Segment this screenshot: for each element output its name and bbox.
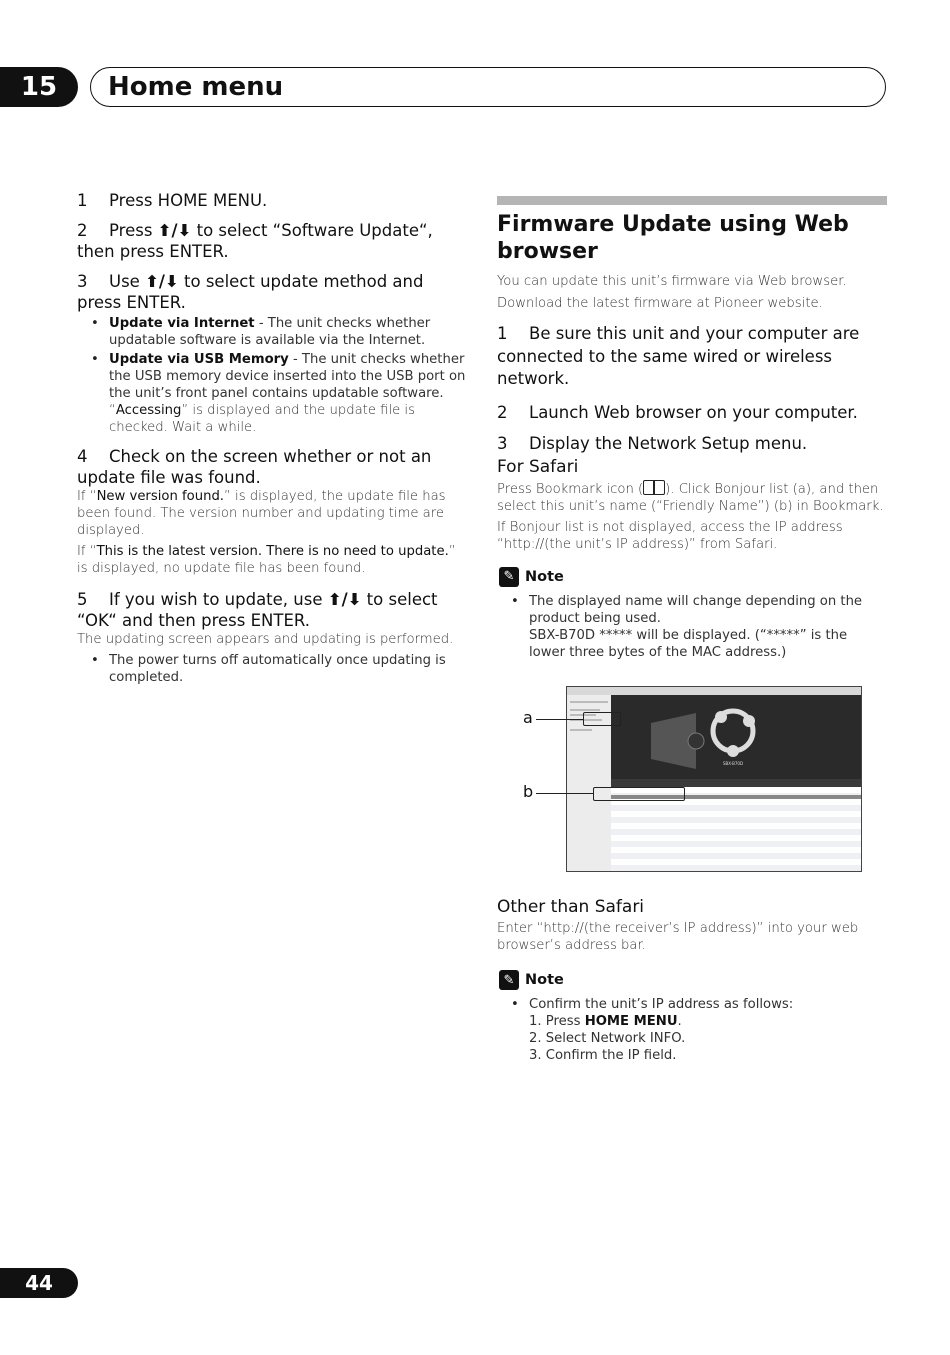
step-4: 4 Check on the screen whether or not an update file was found. bbox=[77, 447, 432, 487]
bookmark-icon bbox=[643, 480, 665, 495]
safari-heading: For Safari bbox=[497, 456, 579, 477]
up-down-arrows-icon: ⬆/⬇ bbox=[145, 272, 179, 291]
pencil-note-icon: ✎ bbox=[499, 567, 519, 587]
web-step-3: 3 Display the Network Setup menu. bbox=[497, 433, 808, 453]
step-4-not-found: If “This is the latest version. There is no need to update.” is displayed, no update file has been found. bbox=[77, 544, 456, 576]
intro-line-1: You can update this unit’s firmware via Web browser. bbox=[497, 274, 847, 289]
up-down-arrows-icon: ⬆/⬇ bbox=[327, 590, 362, 609]
list-item: • The displayed name will change depending on the product being used. SBX-B70D ***** will be displayed. (“*****” is the lower three bytes of the MAC address.) bbox=[497, 593, 887, 661]
intro-line-2: Download the latest firmware at Pioneer website. bbox=[497, 296, 823, 311]
other-browser-text: Enter “http://(the receiver’s IP address)” into your web browser’s address bar. bbox=[497, 921, 859, 953]
step-1: 1 Press HOME MENU. bbox=[77, 191, 268, 210]
note-2-list bbox=[497, 996, 887, 1064]
pencil-note-icon: ✎ bbox=[499, 970, 519, 990]
callout-b-line bbox=[536, 793, 593, 794]
safari-screenshot-figure bbox=[520, 684, 865, 874]
friendly-name-callout bbox=[593, 787, 685, 801]
step-5-list bbox=[77, 652, 469, 686]
list-item: • Update via Internet - The unit checks whether updatable software is available via the Internet. bbox=[77, 315, 469, 349]
web-step-2: 2 Launch Web browser on your computer. bbox=[497, 402, 858, 422]
product-banner bbox=[611, 695, 861, 787]
bonjour-list-callout bbox=[583, 712, 621, 726]
pioneer-logo-graphic bbox=[611, 695, 861, 787]
safari-fallback: If Bonjour list is not displayed, access the IP address “http://(the unit’s IP address)” from Safari. bbox=[497, 519, 843, 552]
section-title: Firmware Update using Web browser bbox=[497, 212, 849, 264]
step-4-found: If “New version found.” is displayed, the update file has been found. The version number and updating time are displayed. bbox=[77, 489, 446, 538]
list-item: • Update via USB Memory - The unit checks whether the USB memory device inserted into the USB port on the unit’s front panel contains updatable software. bbox=[77, 351, 469, 402]
safari-instructions: Press Bookmark icon ( ). Click Bonjour list (a), and then select this unit’s name (“Friendly Name”) (b) in Bookmark. bbox=[497, 481, 884, 514]
callout-a-label: a bbox=[523, 708, 533, 727]
other-browser-heading: Other than Safari bbox=[497, 897, 645, 917]
section-rule bbox=[497, 196, 887, 205]
note-1-list bbox=[497, 593, 887, 661]
note-heading: ✎ Note bbox=[499, 567, 887, 587]
list-item: • The power turns off automatically once updating is completed. bbox=[77, 652, 469, 686]
step-3: 3 Use ⬆/⬇ to select update method and press ENTER. bbox=[77, 272, 424, 312]
update-method-list bbox=[77, 315, 469, 402]
accessing-note: “Accessing” is displayed and the update file is checked. Wait a while. bbox=[109, 403, 415, 435]
step-2: 2 Press ⬆/⬇ to select “Software Update“, then press ENTER. bbox=[77, 221, 433, 261]
callout-a-line bbox=[536, 719, 583, 720]
web-step-1: 1 Be sure this unit and your computer are connected to the same wired or wireless network. bbox=[497, 324, 860, 388]
right-column-lower bbox=[497, 897, 887, 1064]
list-item: • Confirm the unit’s IP address as follows: 1. Press HOME MENU. 2. Select Network INFO. 3. Confirm the IP field. bbox=[497, 996, 887, 1064]
left-column bbox=[77, 190, 469, 686]
up-down-arrows-icon: ⬆/⬇ bbox=[157, 221, 192, 240]
page-number: 44 bbox=[0, 1268, 78, 1298]
page-title: Home menu bbox=[108, 72, 284, 102]
callout-b-label: b bbox=[523, 782, 534, 801]
step-5-text: The updating screen appears and updating is performed. bbox=[77, 632, 454, 647]
right-column bbox=[497, 196, 887, 661]
chapter-number-tab: 15 bbox=[0, 67, 78, 107]
product-label: SBX-B70D bbox=[723, 761, 744, 766]
step-5: 5 If you wish to update, use ⬆/⬇ to select “OK“ and then press ENTER. bbox=[77, 590, 438, 630]
note-heading: ✎ Note bbox=[499, 970, 887, 990]
